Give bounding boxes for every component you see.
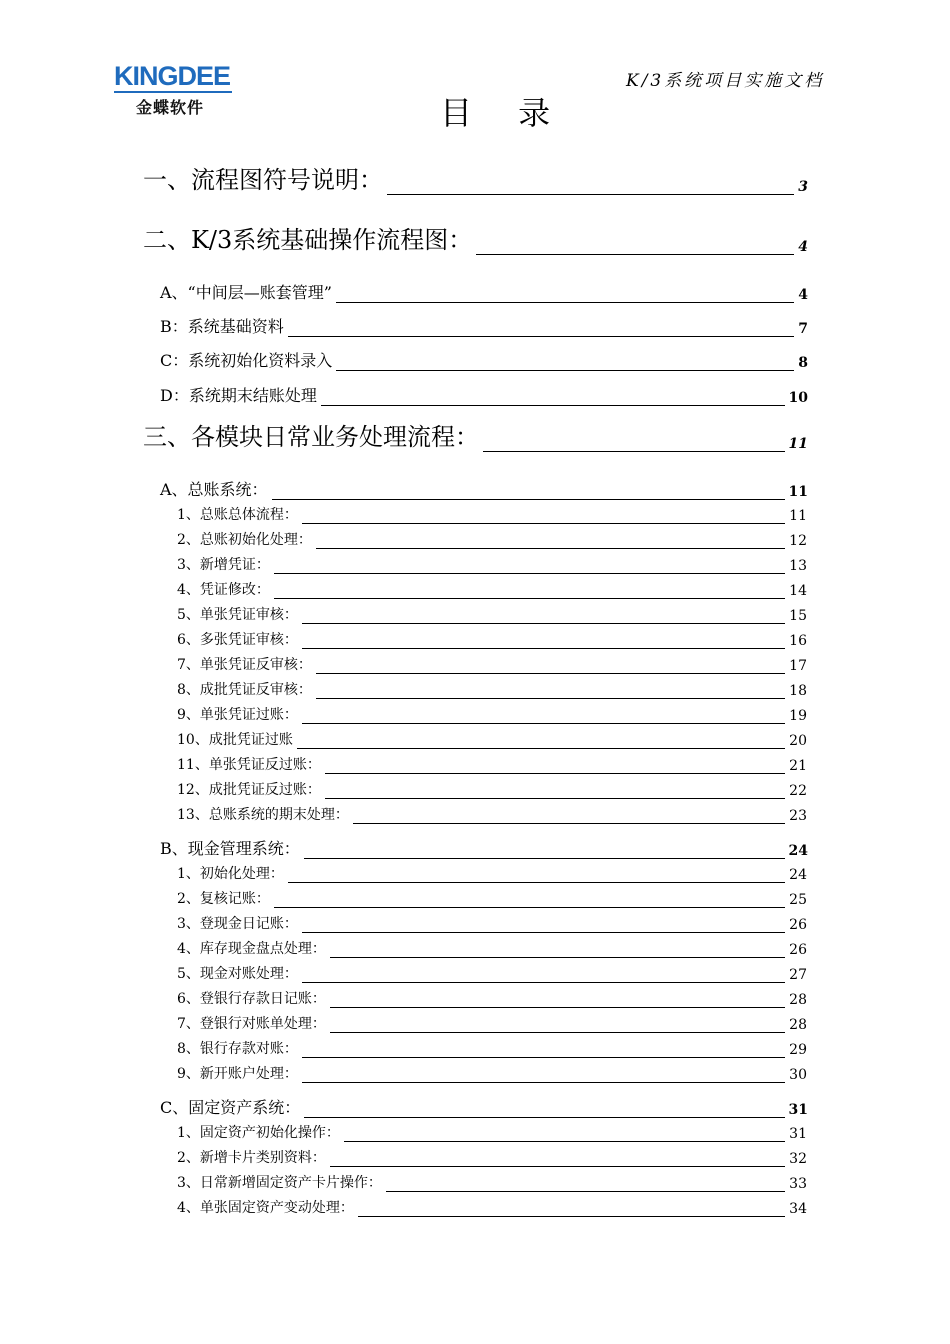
toc-entry-page: 22 — [789, 783, 807, 799]
toc-leader-line — [330, 1007, 785, 1008]
toc-entry-page: 13 — [789, 558, 807, 574]
toc-leader-line — [330, 957, 785, 958]
toc-leader-line — [288, 882, 785, 883]
toc-entry-label: 12、成批凭证反过账： — [177, 782, 321, 798]
toc-entry-label: 4、凭证修改： — [177, 582, 270, 598]
toc-entry-label: B：系统基础资料 — [160, 317, 284, 336]
toc-entry-label: C：系统初始化资料录入 — [160, 351, 333, 370]
toc-leader-line — [302, 982, 785, 983]
toc-entry-section-2c[interactable] — [160, 348, 808, 371]
toc-entry-section-1[interactable] — [143, 160, 808, 195]
toc-leader-line — [330, 1166, 785, 1167]
toc-entry-3a-8[interactable] — [177, 679, 807, 699]
toc-entry-page: 32 — [789, 1151, 807, 1167]
toc-leader-line — [316, 548, 785, 549]
toc-entry-page: 26 — [789, 917, 807, 933]
toc-entry-3a-6[interactable] — [177, 629, 807, 649]
toc-entry-label: 三、各模块日常业务处理流程： — [143, 423, 479, 451]
toc-entry-page: 19 — [789, 708, 807, 724]
toc-entry-page: 8 — [798, 355, 808, 371]
toc-entry-3b-9[interactable] — [177, 1063, 807, 1083]
toc-entry-page: 31 — [788, 1102, 808, 1118]
toc-entry-section-2[interactable] — [143, 220, 808, 255]
toc-entry-label: 5、现金对账处理： — [177, 966, 298, 982]
toc-leader-line — [304, 1117, 784, 1118]
toc-leader-line — [297, 748, 785, 749]
toc-leader-line — [336, 370, 794, 371]
toc-entry-page: 29 — [789, 1042, 807, 1058]
toc-entry-3a-7[interactable] — [177, 654, 807, 674]
toc-entry-page: 26 — [789, 942, 807, 958]
toc-entry-label: A、总账系统： — [160, 480, 268, 499]
toc-leader-line — [302, 723, 785, 724]
toc-entry-label: 6、多张凭证审核： — [177, 632, 298, 648]
toc-entry-3a-3[interactable] — [177, 554, 807, 574]
toc-entry-3c-1[interactable] — [177, 1122, 807, 1142]
toc-leader-line — [302, 1057, 785, 1058]
toc-entry-page: 10 — [788, 390, 808, 406]
toc-entry-label: 2、新增卡片类别资料： — [177, 1150, 326, 1166]
toc-entry-3b-7[interactable] — [177, 1013, 807, 1033]
toc-entry-page: 7 — [798, 321, 808, 337]
toc-entry-label: 8、成批凭证反审核： — [177, 682, 312, 698]
toc-entry-3b-4[interactable] — [177, 938, 807, 958]
toc-entry-3b-6[interactable] — [177, 988, 807, 1008]
toc-entry-3a-4[interactable] — [177, 579, 807, 599]
toc-entry-label: 1、初始化处理： — [177, 866, 284, 882]
toc-leader-line — [302, 1082, 785, 1083]
toc-entry-page: 34 — [789, 1201, 807, 1217]
toc-entry-label: 9、单张凭证过账： — [177, 707, 298, 723]
logo-text-cn: 金蝶软件 — [136, 98, 205, 117]
toc-entry-page: 17 — [789, 658, 807, 674]
toc-entry-section-3b[interactable] — [160, 836, 808, 859]
toc-entry-page: 12 — [789, 533, 807, 549]
toc-leader-line — [353, 823, 785, 824]
page-title: 目 录 — [440, 94, 569, 132]
toc-entry-label: 6、登银行存款日记账： — [177, 991, 326, 1007]
toc-entry-page: 11 — [788, 436, 808, 452]
toc-entry-label: 3、登现金日记账： — [177, 916, 298, 932]
toc-entry-label: 3、新增凭证： — [177, 557, 270, 573]
toc-leader-line — [288, 336, 794, 337]
toc-entry-label: 7、单张凭证反审核： — [177, 657, 312, 673]
toc-entry-section-2d[interactable] — [160, 383, 808, 406]
toc-entry-page: 16 — [789, 633, 807, 649]
toc-entry-label: 5、单张凭证审核： — [177, 607, 298, 623]
toc-entry-3b-5[interactable] — [177, 963, 807, 983]
toc-entry-label: 10、成批凭证过账 — [177, 732, 293, 748]
toc-leader-line — [325, 773, 785, 774]
toc-entry-3a-10[interactable] — [177, 729, 807, 749]
toc-entry-label: 8、银行存款对账： — [177, 1041, 298, 1057]
toc-entry-label: 13、总账系统的期末处理： — [177, 807, 349, 823]
toc-entry-label: 4、库存现金盘点处理： — [177, 941, 326, 957]
toc-entry-page: 24 — [789, 867, 807, 883]
toc-entry-page: 4 — [798, 287, 808, 303]
logo-text-en: KINGDEE — [114, 61, 231, 91]
toc-entry-label: 4、单张固定资产变动处理： — [177, 1200, 354, 1216]
document-header-title: K/3系统项目实施文档 — [626, 71, 825, 91]
toc-leader-line — [330, 1032, 785, 1033]
toc-leader-line — [344, 1141, 785, 1142]
toc-leader-line — [274, 573, 785, 574]
toc-entry-page: 28 — [789, 992, 807, 1008]
toc-entry-label: 2、总账初始化处理： — [177, 532, 312, 548]
toc-entry-page: 14 — [789, 583, 807, 599]
toc-leader-line — [274, 907, 785, 908]
toc-leader-line — [321, 405, 785, 406]
toc-leader-line — [476, 254, 794, 255]
toc-entry-page: 24 — [788, 843, 808, 859]
toc-entry-section-3[interactable] — [143, 417, 808, 452]
toc-entry-label: 一、流程图符号说明： — [143, 166, 383, 194]
toc-entry-label: D：系统期末结账处理 — [160, 386, 317, 405]
toc-entry-label: A、“中间层—账套管理” — [160, 283, 332, 302]
toc-entry-label: 二、K/3系统基础操作流程图： — [143, 226, 473, 254]
toc-entry-page: 11 — [788, 484, 808, 500]
toc-entry-3a-12[interactable] — [177, 779, 807, 799]
toc-entry-page: 20 — [789, 733, 807, 749]
toc-leader-line — [274, 598, 785, 599]
toc-leader-line — [386, 1191, 785, 1192]
toc-leader-line — [358, 1216, 785, 1217]
toc-entry-page: 27 — [789, 967, 807, 983]
toc-entry-label: 2、复核记账： — [177, 891, 270, 907]
toc-entry-3a-5[interactable] — [177, 604, 807, 624]
toc-entry-section-3a[interactable] — [160, 477, 808, 500]
toc-entry-section-3c[interactable] — [160, 1095, 808, 1118]
toc-leader-line — [483, 451, 785, 452]
toc-leader-line — [304, 858, 785, 859]
toc-entry-section-2a[interactable] — [160, 280, 808, 303]
toc-entry-page: 23 — [789, 808, 807, 824]
toc-entry-3b-3[interactable] — [177, 913, 807, 933]
toc-entry-page: 31 — [789, 1126, 807, 1142]
toc-entry-page: 3 — [798, 179, 808, 195]
toc-entry-page: 25 — [789, 892, 807, 908]
toc-entry-3a-9[interactable] — [177, 704, 807, 724]
toc-entry-page: 15 — [789, 608, 807, 624]
toc-entry-label: 7、登银行对账单处理： — [177, 1016, 326, 1032]
toc-entry-label: 1、总账总体流程： — [177, 507, 298, 523]
toc-entry-label: 11、单张凭证反过账： — [177, 757, 321, 773]
toc-entry-3a-2[interactable] — [177, 529, 807, 549]
toc-entry-3b-2[interactable] — [177, 888, 807, 908]
toc-entry-label: B、现金管理系统： — [160, 839, 300, 858]
toc-leader-line — [272, 499, 785, 500]
toc-entry-3a-1[interactable] — [177, 504, 807, 524]
toc-entry-label: 3、日常新增固定资产卡片操作： — [177, 1175, 382, 1191]
toc-leader-line — [302, 648, 785, 649]
toc-leader-line — [325, 798, 785, 799]
toc-entry-page: 28 — [789, 1017, 807, 1033]
toc-leader-line — [387, 194, 794, 195]
toc-entry-page: 21 — [789, 758, 807, 774]
toc-entry-3a-13[interactable] — [177, 804, 807, 824]
toc-entry-label: C、固定资产系统： — [160, 1098, 301, 1117]
toc-entry-3c-4[interactable] — [177, 1197, 807, 1217]
toc-entry-label: 9、新开账户处理： — [177, 1066, 298, 1082]
toc-entry-3c-3[interactable] — [177, 1172, 807, 1192]
toc-entry-page: 18 — [789, 683, 807, 699]
toc-leader-line — [316, 673, 785, 674]
toc-leader-line — [302, 523, 785, 524]
toc-entry-3a-11[interactable] — [177, 754, 807, 774]
toc-leader-line — [302, 623, 785, 624]
toc-entry-3c-2[interactable] — [177, 1147, 807, 1167]
toc-entry-3b-8[interactable] — [177, 1038, 807, 1058]
toc-entry-page: 33 — [789, 1176, 807, 1192]
toc-leader-line — [336, 302, 794, 303]
toc-entry-label: 1、固定资产初始化操作： — [177, 1125, 340, 1141]
toc-leader-line — [302, 932, 785, 933]
toc-entry-section-2b[interactable] — [160, 314, 808, 337]
toc-entry-page: 30 — [789, 1067, 807, 1083]
toc-leader-line — [316, 698, 785, 699]
toc-entry-3b-1[interactable] — [177, 863, 807, 883]
toc-entry-page: 4 — [798, 239, 808, 255]
toc-entry-page: 11 — [789, 508, 807, 524]
